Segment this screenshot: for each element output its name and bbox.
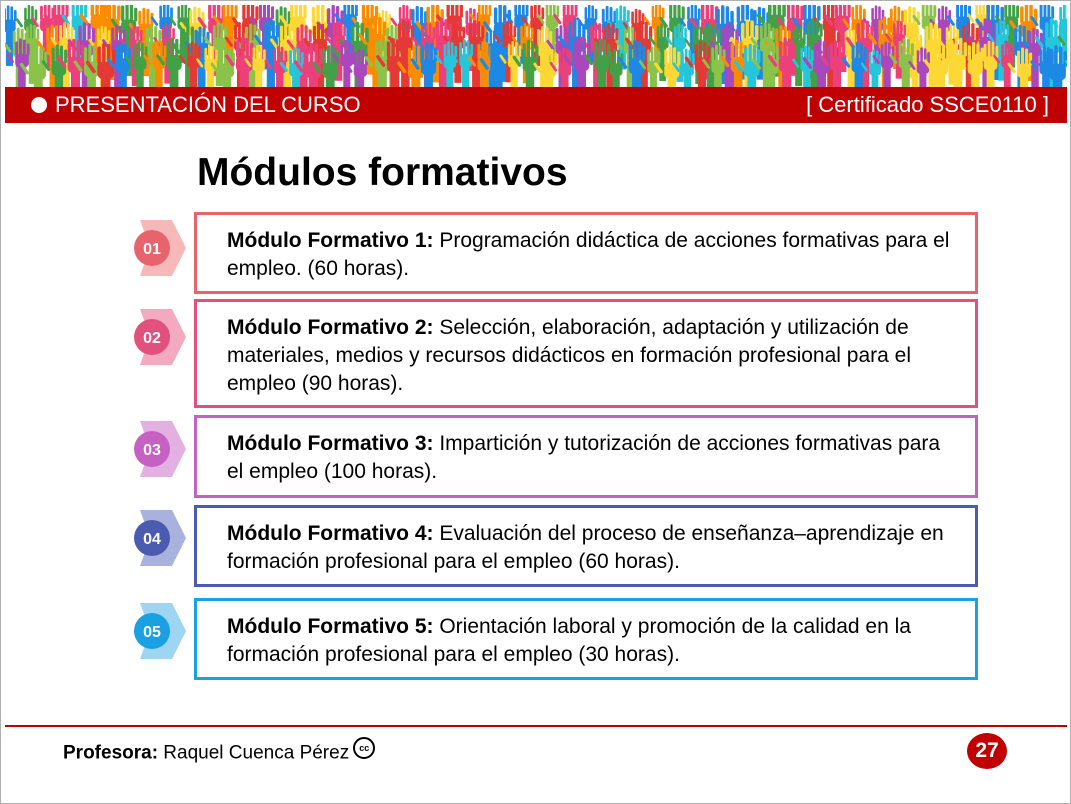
module-number-badge-2 xyxy=(132,307,188,367)
module-label-1: Módulo Formativo 1: xyxy=(227,229,434,252)
module-text-2: Selección, elaboración, adaptación y utilización de materiales, medios y recursos didácticos en formación profesional para el empleo (90 horas). xyxy=(227,316,911,395)
module-number-badge-1 xyxy=(132,218,188,278)
module-number-3: 03 xyxy=(143,442,161,459)
footer-professor xyxy=(63,737,375,764)
module-number-1: 01 xyxy=(143,241,161,258)
page-number: 27 xyxy=(967,733,1007,769)
module-number-2: 02 xyxy=(143,330,161,347)
module-label-5: Módulo Formativo 5: xyxy=(227,615,434,638)
module-number-badge-4 xyxy=(132,508,188,568)
module-number-badge-3 xyxy=(132,419,188,479)
module-card-4 xyxy=(194,505,978,587)
footer-divider xyxy=(5,725,1067,727)
module-text-3: Impartición y tutorización de acciones formativas para el empleo (100 horas). xyxy=(227,432,941,483)
module-text-1: Programación didáctica de acciones formativas para el empleo. (60 horas). xyxy=(227,229,950,280)
raised-hands-image xyxy=(5,5,1067,87)
module-label-2: Módulo Formativo 2: xyxy=(227,316,434,339)
module-text-4: Evaluación del proceso de enseñanza–aprendizaje en formación profesional para el empleo (60 horas). xyxy=(227,522,944,573)
module-number-4: 04 xyxy=(143,531,161,548)
module-card-3 xyxy=(194,415,978,498)
module-card-2 xyxy=(194,299,978,408)
header-section xyxy=(31,92,361,118)
module-card-5 xyxy=(194,598,978,680)
raised-hands-banner xyxy=(5,5,1067,87)
header-bar xyxy=(5,87,1067,123)
section-title: PRESENTACIÓN DEL CURSO xyxy=(55,92,361,117)
module-label-4: Módulo Formativo 4: xyxy=(227,522,434,545)
professor-name: Raquel Cuenca Pérez xyxy=(158,742,350,764)
module-label-3: Módulo Formativo 3: xyxy=(227,432,434,455)
certificate-code: [ Certificado SSCE0110 ] xyxy=(806,92,1049,117)
module-card-1 xyxy=(194,212,978,294)
module-number-5: 05 xyxy=(143,624,161,641)
module-text-5: Orientación laboral y promoción de la calidad en la formación profesional para el empleo (30 horas). xyxy=(227,615,911,666)
page-title: Módulos formativos xyxy=(197,151,568,194)
creative-commons-icon: cc xyxy=(353,737,375,759)
professor-label: Profesora: xyxy=(63,742,159,764)
module-number-badge-5 xyxy=(132,601,188,661)
bullet-icon xyxy=(31,97,47,113)
